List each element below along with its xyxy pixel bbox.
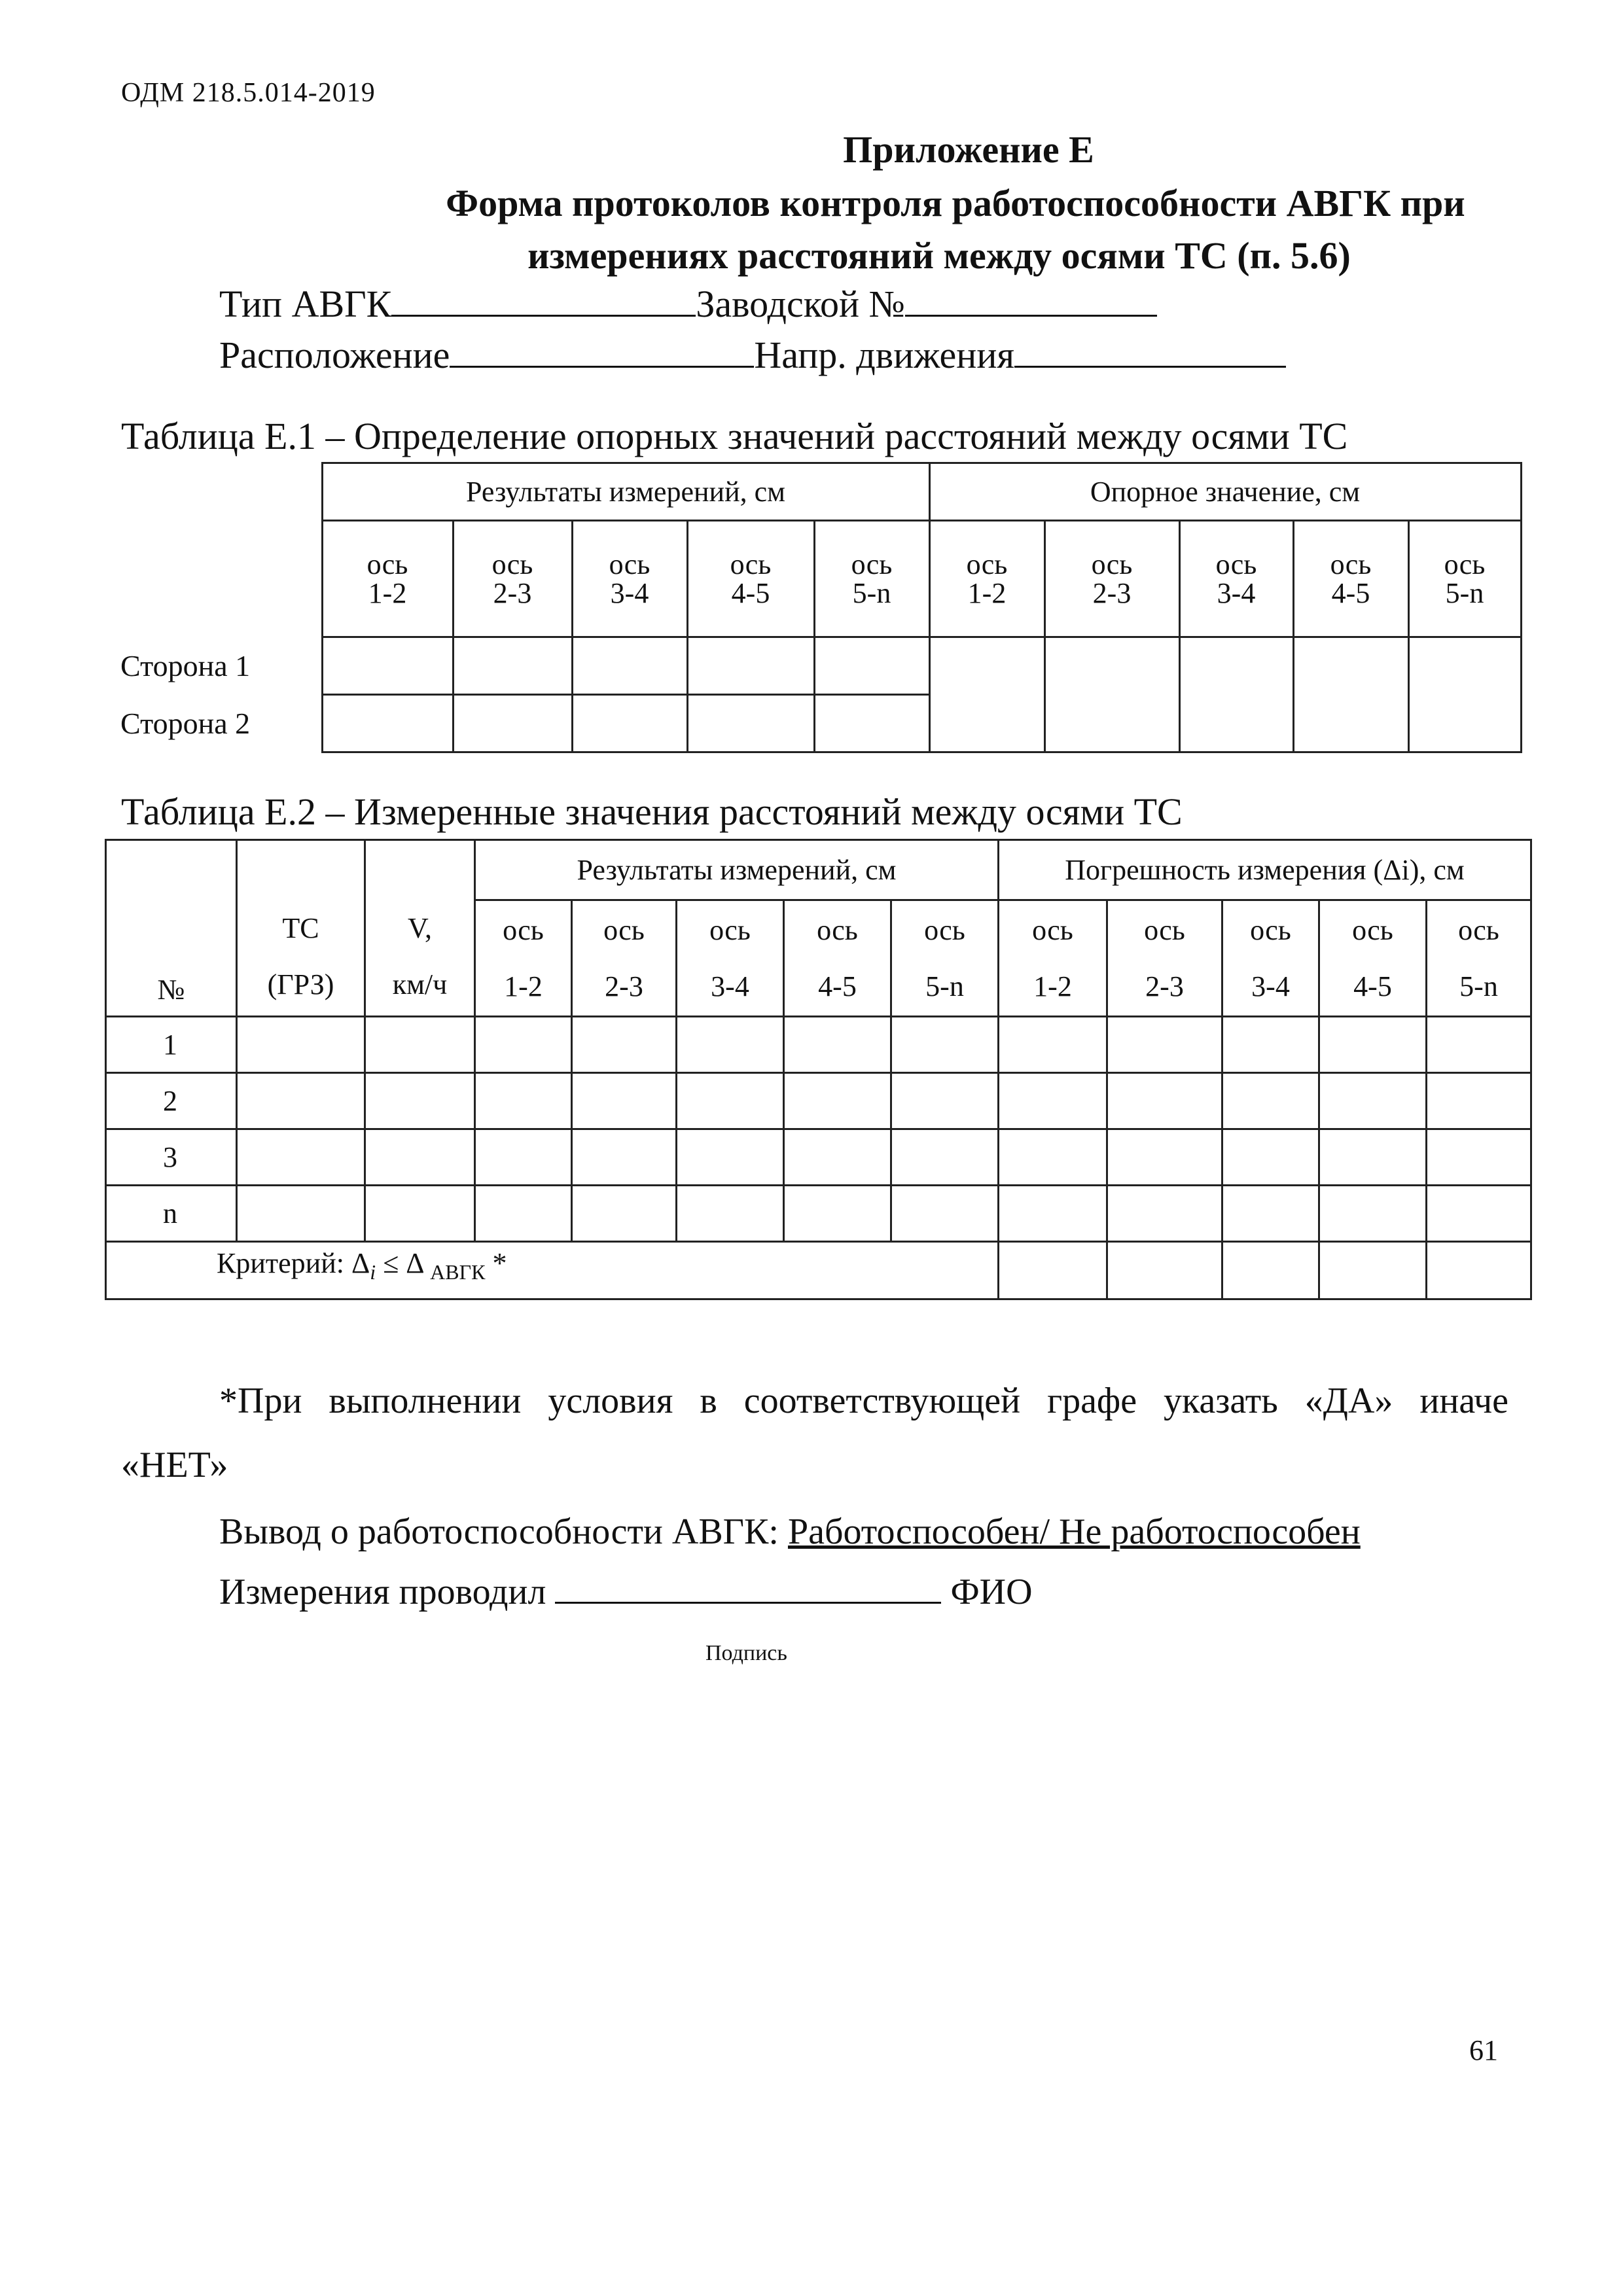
table-cell[interactable] [891, 1073, 999, 1129]
table-row [106, 1129, 1531, 1186]
table-cell[interactable] [1293, 637, 1408, 752]
table-cell[interactable] [677, 1186, 784, 1242]
table1-axis-header-row [118, 521, 1521, 637]
performed-by-row [219, 1561, 1033, 1623]
table2-axis-header: ось 3-4 [1222, 900, 1319, 1017]
table-cell[interactable] [1427, 1073, 1531, 1129]
table-cell[interactable] [475, 1129, 572, 1186]
table-cell[interactable] [891, 1017, 999, 1073]
table-cell[interactable] [572, 1073, 677, 1129]
table-cell[interactable] [1222, 1073, 1319, 1129]
table-cell[interactable] [814, 695, 929, 752]
table1-corner [118, 463, 322, 521]
table-cell[interactable] [1319, 1017, 1427, 1073]
table1-measured-header: Результаты измерений, см [322, 463, 929, 521]
table-cell[interactable] [1107, 1017, 1222, 1073]
col-vehicle-header: ТС (ГРЗ) [237, 840, 365, 1017]
table-cell[interactable] [1179, 637, 1293, 752]
criterion-result-cell[interactable] [1222, 1242, 1319, 1299]
avgk-type-label: Тип АВГК [219, 283, 392, 325]
table1-axis-header: ось 3-4 [572, 521, 687, 637]
conclusion-value[interactable]: Работоспособен/ Не работоспособен [787, 1511, 1361, 1552]
table-cell[interactable] [365, 1073, 475, 1129]
performed-by-label: Измерения проводил [219, 1572, 546, 1612]
table-cell[interactable] [1044, 637, 1179, 752]
location-blank[interactable] [450, 363, 754, 368]
page-number: 61 [1469, 2034, 1498, 2066]
table-cell[interactable] [677, 1017, 784, 1073]
direction-label: Напр. движения [754, 334, 1015, 376]
direction-blank[interactable] [1014, 363, 1286, 368]
table-cell[interactable] [784, 1129, 891, 1186]
table1-axis-header: ось 4-5 [687, 521, 814, 637]
table2-measured-header: Результаты измерений, см [475, 840, 999, 900]
table-e2 [105, 839, 1532, 1300]
table-row [106, 1186, 1531, 1242]
table1-axis-header: ось 2-3 [1044, 521, 1179, 637]
table-cell[interactable] [1408, 637, 1521, 752]
table-cell[interactable] [572, 1129, 677, 1186]
conclusion-label: Вывод о работоспособности АВГК: [219, 1511, 788, 1552]
table1-axis-header: ось 5-n [1408, 521, 1521, 637]
table2-axis-header: ось 1-2 [999, 900, 1107, 1017]
table-cell[interactable] [784, 1017, 891, 1073]
criterion-result-cell[interactable] [1319, 1242, 1427, 1299]
table-cell[interactable] [1427, 1129, 1531, 1186]
table2-axis-header: ось 3-4 [677, 900, 784, 1017]
row-number: 3 [106, 1129, 237, 1186]
table-cell[interactable] [687, 695, 814, 752]
table-cell[interactable] [1107, 1073, 1222, 1129]
conclusion-row [219, 1501, 1361, 1563]
table2-axis-header: ось 4-5 [784, 900, 891, 1017]
appendix-title: Приложение Е [843, 128, 1094, 171]
signature-blank[interactable] [555, 1599, 941, 1604]
table-cell[interactable] [1319, 1186, 1427, 1242]
table1-axis-header: ось 4-5 [1293, 521, 1408, 637]
criterion-result-cell[interactable] [1427, 1242, 1531, 1299]
table1-axis-header: ось 1-2 [322, 521, 453, 637]
table-cell[interactable] [365, 1129, 475, 1186]
table-cell[interactable] [237, 1017, 365, 1073]
table-cell[interactable] [891, 1186, 999, 1242]
table2-axis-header: ось 5-n [891, 900, 999, 1017]
table-cell[interactable] [677, 1073, 784, 1129]
signature-caption: Подпись [705, 1641, 787, 1665]
table-cell[interactable] [322, 695, 453, 752]
table-cell[interactable] [677, 1129, 784, 1186]
location-label: Расположение [219, 334, 450, 376]
table-cell[interactable] [1222, 1017, 1319, 1073]
table1-caption: Таблица Е.1 – Определение опорных значений расстояний между осями ТС [121, 415, 1348, 457]
table-cell[interactable] [572, 1186, 677, 1242]
table-row [106, 1073, 1531, 1129]
serial-number-blank[interactable] [905, 312, 1157, 317]
serial-number-label: Заводской № [696, 283, 905, 325]
row-label-side-2: Сторона 2 [120, 706, 251, 740]
row-label-side-1: Сторона 1 [120, 648, 251, 682]
table2-axis-header: ось 4-5 [1319, 900, 1427, 1017]
table-cell[interactable] [572, 695, 687, 752]
table-cell[interactable] [572, 637, 687, 695]
table1-reference-header: Опорное значение, см [929, 463, 1521, 521]
table2-caption: Таблица Е.2 – Измеренные значения расстояний между осями ТС [121, 790, 1183, 833]
table-cell[interactable] [999, 1129, 1107, 1186]
footnote-line-2: «НЕТ» [121, 1445, 228, 1485]
table-cell[interactable] [1107, 1129, 1222, 1186]
table-cell[interactable] [814, 637, 929, 695]
location-direction-row [219, 336, 1286, 374]
table-cell[interactable] [475, 1073, 572, 1129]
footnote-line-1: *При выполнении условия в соответствующей графе указать «ДА» иначе [219, 1381, 1508, 1421]
row-number: n [106, 1186, 237, 1242]
form-title-line-2: измерениях расстояний между осями ТС (п. 5.6) [527, 234, 1351, 277]
table-cell[interactable] [999, 1073, 1107, 1129]
table-cell[interactable] [1427, 1017, 1531, 1073]
table-cell[interactable] [237, 1186, 365, 1242]
table-cell[interactable] [1107, 1186, 1222, 1242]
criterion-cell: Критерий: $\Delta_i \le \Delta$ $_{АВГК}$ * [106, 1242, 999, 1299]
table-cell[interactable] [1319, 1073, 1427, 1129]
table2-axis-header: ось 1-2 [475, 900, 572, 1017]
table-cell[interactable] [999, 1186, 1107, 1242]
table-cell[interactable] [1222, 1129, 1319, 1186]
avgk-type-blank[interactable] [391, 312, 696, 317]
table1-axis-header: ось 5-n [814, 521, 929, 637]
table-cell[interactable] [365, 1186, 475, 1242]
table-cell[interactable] [929, 637, 1044, 752]
table2-axis-header: ось 2-3 [1107, 900, 1222, 1017]
table-cell[interactable] [475, 1017, 572, 1073]
table-cell[interactable] [453, 637, 572, 695]
col-number-header: № [106, 840, 237, 1017]
col-speed-header: V, км/ч [365, 840, 475, 1017]
document-code: ОДМ 218.5.014-2019 [121, 78, 376, 108]
table2-error-header: Погрешность измерения (Δi), см [999, 840, 1531, 900]
table-row [106, 1017, 1531, 1073]
table-cell[interactable] [999, 1017, 1107, 1073]
form-title-line-1: Форма протоколов контроля работоспособности АВГК при [446, 182, 1465, 224]
criterion-result-cell[interactable] [999, 1242, 1107, 1299]
criterion-row [106, 1242, 1531, 1299]
row-number: 2 [106, 1073, 237, 1129]
table-cell[interactable] [475, 1186, 572, 1242]
criterion-result-cell[interactable] [1107, 1242, 1222, 1299]
table-cell[interactable] [784, 1186, 891, 1242]
table-cell[interactable] [891, 1129, 999, 1186]
table-row [118, 637, 1521, 695]
table1-axis-header: ось 2-3 [453, 521, 572, 637]
table-cell[interactable] [1427, 1186, 1531, 1242]
table-cell[interactable] [687, 637, 814, 695]
table-cell[interactable] [453, 695, 572, 752]
table-cell[interactable] [322, 637, 453, 695]
table2-axis-header: ось 5-n [1427, 900, 1531, 1017]
table1-axis-header: ось 3-4 [1179, 521, 1293, 637]
table-cell[interactable] [784, 1073, 891, 1129]
table-cell[interactable] [572, 1017, 677, 1073]
table2-axis-header: ось 2-3 [572, 900, 677, 1017]
table-e1 [118, 462, 1522, 753]
table-cell[interactable] [1319, 1129, 1427, 1186]
table-cell[interactable] [1222, 1186, 1319, 1242]
row-number: 1 [106, 1017, 237, 1073]
table-cell[interactable] [365, 1017, 475, 1073]
fio-label: ФИО [950, 1572, 1033, 1612]
table1-axis-header: ось 1-2 [929, 521, 1044, 637]
type-serial-row [219, 285, 1157, 323]
table-cell[interactable] [237, 1129, 365, 1186]
table-cell[interactable] [237, 1073, 365, 1129]
